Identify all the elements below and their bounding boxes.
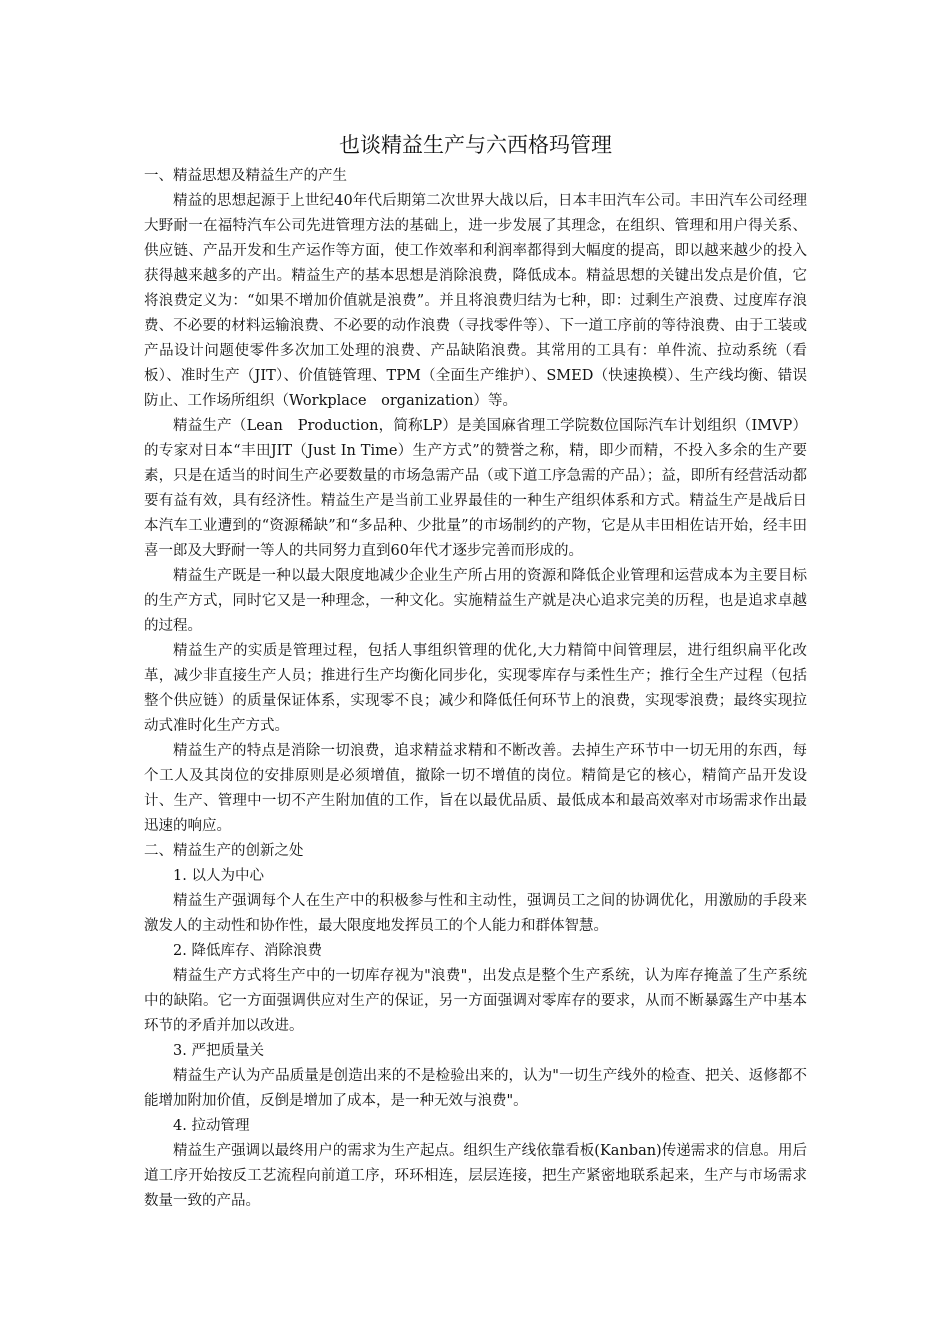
document-page xyxy=(144,128,807,1214)
paragraph: 精益生产强调每个人在生产中的积极参与性和主动性，强调员工之间的协调优化，用激励的手段来激发人的主动性和协作性，最大限度地发挥员工的个人能力和群体智慧。 xyxy=(144,893,807,934)
paragraph: 精益生产的特点是消除一切浪费，追求精益求精和不断改善。去掉生产环节中一切无用的东西，每个工人及其岗位的安排原则是必须增值，撤除一切不增值的岗位。精简是它的核心，精简产品开发设计、生产、管理中一切不产生附加值的工作，旨在以最优品质、最低成本和最高效率对市场需求作出最迅速的响应。 xyxy=(144,743,807,834)
paragraph: 精益生产强调以最终用户的需求为生产起点。组织生产线依靠看板(Kanban)传递需求的信息。用后道工序开始按反工艺流程向前道工序，环环相连，层层连接，把生产紧密地联系起来，生产与市场需求数量一致的产品。 xyxy=(144,1143,807,1209)
paragraph: 精益生产（Lean Production，简称LP）是美国麻省理工学院数位国际汽车计划组织（IMVP）的专家对日本“丰田JIT（Just In Time）生产方式”的赞誉之称，精，即少而精，不投入多余的生产要素，只是在适当的时间生产必要数量的市场急需产品（或下道工序急需的产品）；益，即所有经营活动都要有益有效，具有经济性。精益生产是当前工业界最佳的一种生产组织体系和方式。精益生产是战后日本汽车工业遭到的“资源稀缺”和“多品种、少批量”的市场制约的产物，它是从丰田相佐诘开始，经丰田喜一郎及大野耐一等人的共同努力直到60年代才逐步完善而形成的。 xyxy=(144,418,807,559)
subsection-heading: 2. 降低库存、消除浪费 xyxy=(173,943,322,959)
subsection-heading: 4. 拉动管理 xyxy=(173,1118,250,1134)
section-lean-origin xyxy=(144,164,807,839)
paragraph: 精益生产方式将生产中的一切库存视为"浪费"，出发点是整个生产系统，认为库存掩盖了生产系统中的缺陷。它一方面强调供应对生产的保证，另一方面强调对零库存的要求，从而不断暴露生产中基本环节的矛盾并加以改进。 xyxy=(144,968,807,1034)
section-heading: 一、精益思想及精益生产的产生 xyxy=(144,168,347,184)
paragraph: 精益生产认为产品质量是创造出来的不是检验出来的，认为"一切生产线外的检查、把关、返修都不能增加附加价值，反倒是增加了成本，是一种无效与浪费"。 xyxy=(144,1068,807,1109)
section-heading: 二、精益生产的创新之处 xyxy=(144,843,304,859)
section-lean-innovation xyxy=(144,839,807,1214)
subsection-heading: 1. 以人为中心 xyxy=(173,868,264,884)
paragraph: 精益生产既是一种以最大限度地减少企业生产所占用的资源和降低企业管理和运营成本为主要目标的生产方式，同时它又是一种理念，一种文化。实施精益生产就是决心追求完美的历程，也是追求卓越的过程。 xyxy=(144,568,807,634)
document-title: 也谈精益生产与六西格玛管理 xyxy=(339,133,612,157)
paragraph: 精益的思想起源于上世纪40年代后期第二次世界大战以后，日本丰田汽车公司。丰田汽车公司经理大野耐一在福特汽车公司先进管理方法的基础上，进一步发展了其理念，在组织、管理和用户得关系、供应链、产品开发和生产运作等方面，使工作效率和利润率都得到大幅度的提高，即以越来越少的投入获得越来越多的产出。精益生产的基本思想是消除浪费，降低成本。精益思想的关键出发点是价值，它将浪费定义为：“如果不增加价值就是浪费”。并且将浪费归结为七种，即：过剩生产浪费、过度库存浪费、不必要的材料运输浪费、不必要的动作浪费（寻找零件等）、下一道工序前的等待浪费、由于工装或产品设计问题使零件多次加工处理的浪费、产品缺陷浪费。其常用的工具有：单件流、拉动系统（看板）、准时生产（JIT）、价值链管理、TPM（全面生产维护）、SMED（快速换模）、生产线均衡、错误防止、工作场所组织（Workplace organization）等。 xyxy=(144,193,807,409)
paragraph: 精益生产的实质是管理过程，包括人事组织管理的优化,大力精简中间管理层，进行组织扁平化改革，减少非直接生产人员；推进行生产均衡化同步化，实现零库存与柔性生产；推行全生产过程（包括整个供应链）的质量保证体系，实现零不良；减少和降低任何环节上的浪费，实现零浪费；最终实现拉动式准时化生产方式。 xyxy=(144,643,807,734)
subsection-heading: 3. 严把质量关 xyxy=(173,1043,264,1059)
